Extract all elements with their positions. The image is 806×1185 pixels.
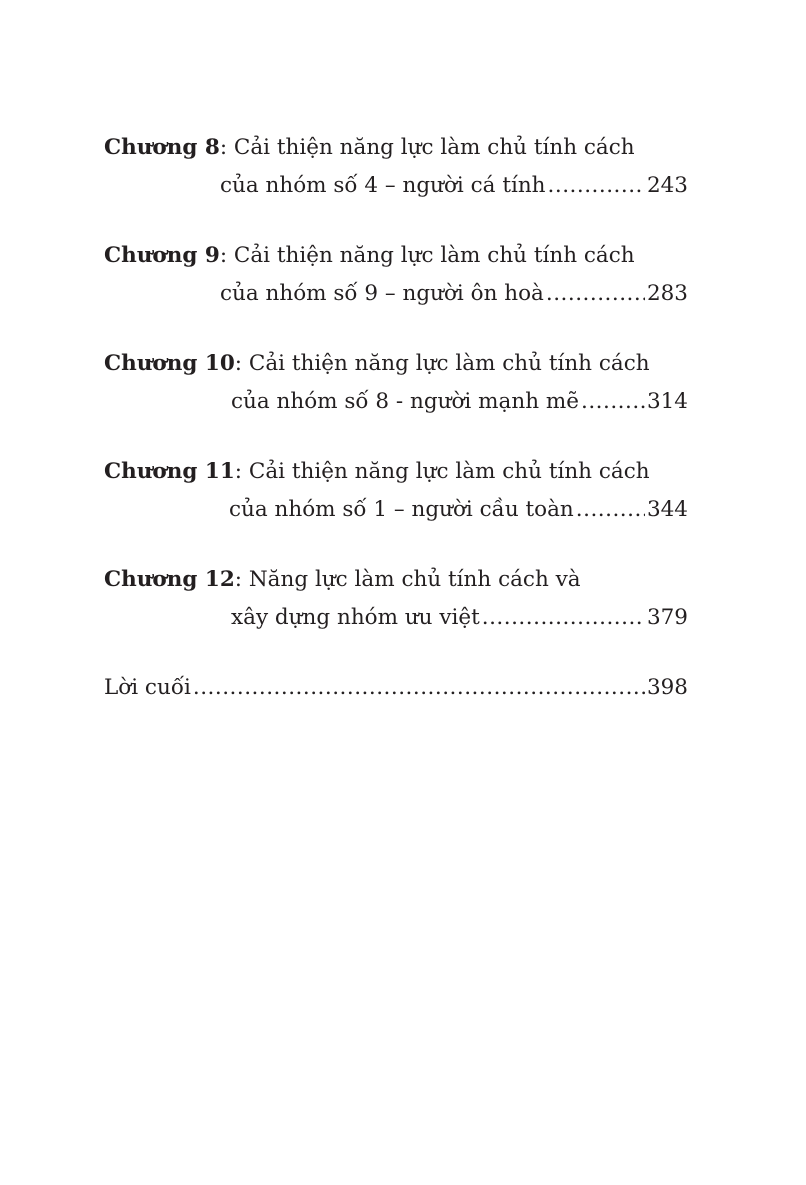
chapter-title-line1: : Cải thiện năng lực làm chủ tính cách [234,351,650,376]
page-number: 314 [646,389,688,414]
chapter-title-line2: của nhóm số 1 – người cầu toàn [229,497,574,522]
chapter-title-line2: xây dựng nhóm ưu việt [231,605,480,630]
chapter-title-line1: : Cải thiện năng lực làm chủ tính cách [234,459,650,484]
toc-entry-chapter-11 [104,461,688,537]
toc-entry-heading [104,353,688,391]
chapter-label: Chương 10 [104,351,235,376]
page-number: 344 [646,497,688,522]
dot-leader [548,175,645,197]
page-number: 283 [646,281,688,306]
dot-leader [546,283,645,305]
dot-leader [576,499,645,521]
page-number: 398 [646,675,688,700]
page-number: 379 [646,605,688,630]
toc-entry-heading [104,137,688,175]
toc-entry-chapter-9 [104,245,688,321]
closing-title: Lời cuối [104,675,191,700]
chapter-title-line1: : Cải thiện năng lực làm chủ tính cách [219,243,635,268]
toc-entry-subline [104,283,688,321]
chapter-label: Chương 11 [104,459,235,484]
toc-entry-subline [104,175,688,213]
dot-leader [581,391,645,413]
toc-entry-chapter-8 [104,137,688,213]
chapter-title-line1: : Năng lực làm chủ tính cách và [234,567,581,592]
chapter-title-line1: : Cải thiện năng lực làm chủ tính cách [219,135,635,160]
toc-entry-heading [104,569,688,607]
chapter-label: Chương 9 [104,243,220,268]
toc-entry-chapter-10 [104,353,688,429]
chapter-title-line2: của nhóm số 8 - người mạnh mẽ [231,389,579,414]
toc-entry-heading [104,461,688,499]
chapter-label: Chương 8 [104,135,220,160]
toc-entry-subline [104,499,688,537]
chapter-title-line2: của nhóm số 4 – người cá tính [220,173,546,198]
toc-entry-chapter-12 [104,569,688,645]
page-number: 243 [646,173,688,198]
dot-leader [193,677,645,699]
toc-entry-subline [104,607,688,645]
chapter-label: Chương 12 [104,567,235,592]
toc-entry-closing [104,677,688,715]
dot-leader [482,607,645,629]
toc-entry-heading [104,245,688,283]
table-of-contents [104,137,688,747]
toc-entry-subline [104,391,688,429]
chapter-title-line2: của nhóm số 9 – người ôn hoà [220,281,544,306]
toc-entry-subline [104,677,688,715]
